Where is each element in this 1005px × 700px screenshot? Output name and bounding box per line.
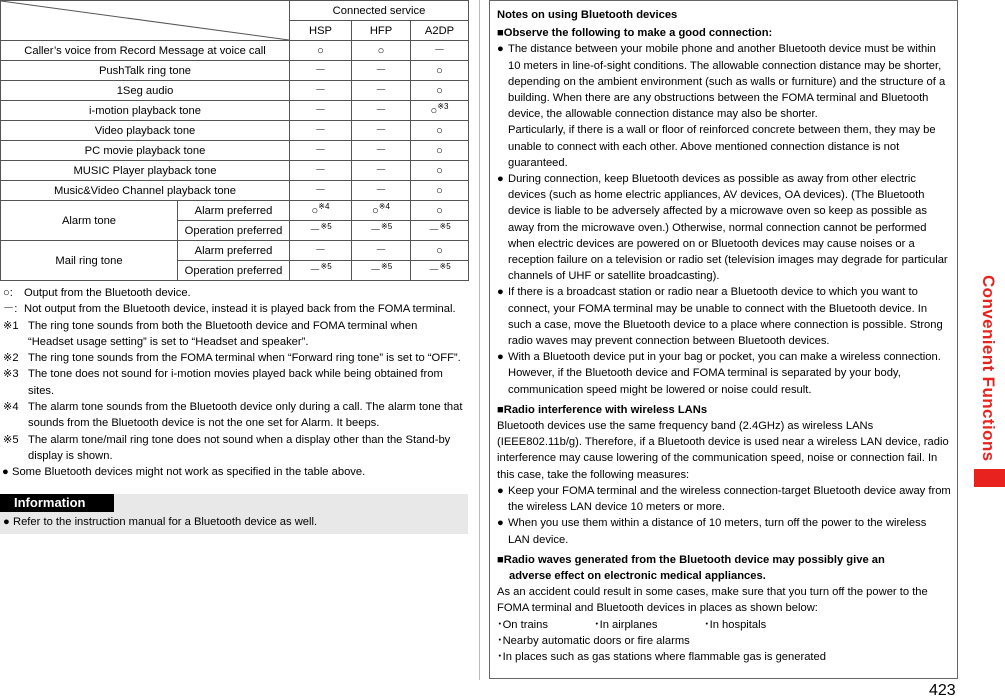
cell-hfp: － bbox=[352, 141, 411, 161]
bullet-text: With a Bluetooth device put in your bag or pocket, you can make a wireless connection. However, if the Bluetooth device and FOMA terminal is separated by your body, communication speed might be lowered or noise could result. bbox=[508, 351, 941, 396]
legend-circle bbox=[0, 285, 468, 301]
mark: － bbox=[369, 224, 382, 237]
footnote-ref: ※5 bbox=[381, 261, 393, 271]
mark: － bbox=[428, 264, 440, 277]
places-row bbox=[497, 617, 951, 633]
cell-hsp: － bbox=[290, 161, 352, 181]
information-text: Refer to the instruction manual for a Bluetooth device as well. bbox=[13, 515, 318, 528]
place-item: ･In places such as gas stations where flammable gas is generated bbox=[497, 650, 826, 663]
bullet-icon: ● bbox=[497, 43, 504, 56]
col-hsp: HSP bbox=[290, 21, 352, 41]
cell-hsp: ○ bbox=[290, 41, 352, 61]
mark: ○ bbox=[430, 104, 438, 117]
row-label: Music&Video Channel playback tone bbox=[1, 181, 290, 201]
bullet-text: When you use them within a distance of 10 meters, turn off the power to the wireless LAN device. bbox=[508, 517, 927, 546]
row-label: PC movie playback tone bbox=[1, 141, 290, 161]
mark: － bbox=[309, 264, 321, 277]
bullet-text: Particularly, if there is a wall or floor of reinforced concrete between them, they may be unable to connect with each other. Above mentioned connection distance is not guaranteed. bbox=[508, 124, 936, 169]
left-column bbox=[0, 0, 468, 534]
footnote-text: The alarm tone sounds from the Bluetooth device only during a call. The alarm tone that sounds from the Bluetooth device is not the one set for Alarm. It beeps. bbox=[28, 401, 463, 430]
footnote-ref: ※5 bbox=[320, 221, 332, 231]
table-row bbox=[1, 41, 469, 61]
table-row bbox=[1, 141, 469, 161]
legend-text: Not output from the Bluetooth device, instead it is played back from the FOMA terminal. bbox=[24, 303, 456, 316]
sub-label: Operation preferred bbox=[178, 261, 290, 281]
cell-hfp bbox=[352, 201, 411, 221]
mark: ○ bbox=[372, 204, 379, 217]
row-label: 1Seg audio bbox=[1, 81, 290, 101]
footnote-1 bbox=[0, 318, 468, 351]
footnote-ref: ※5 bbox=[439, 221, 451, 231]
bullet-icon: ● bbox=[3, 515, 10, 528]
mark: － bbox=[369, 264, 382, 277]
side-tab bbox=[974, 275, 1005, 490]
cell-a2dp: ○ bbox=[411, 201, 469, 221]
footnote-2 bbox=[0, 350, 468, 366]
bullet-item bbox=[497, 284, 951, 349]
cell-a2dp: ○ bbox=[411, 81, 469, 101]
table-row bbox=[1, 121, 469, 141]
bullet-item bbox=[497, 41, 951, 171]
section-text: As an accident could result in some cases, make sure that you turn off the power to the FOMA terminal and Bluetooth devices in places as shown below: bbox=[497, 586, 928, 615]
bullet-text: During connection, keep Bluetooth devices as possible as away from other electric devices (such as home electric appliances, AV devices, OA devices). (The Bluetooth device is liable to be adversely affected by a microwave oven so keep as possible as away from the microwave oven.) Otherwise, normal connection cannot be performed when electric devices are powered on or Bluetooth devices may cause noises or a reception failure on a television or radio set (television images may degrade for particular channels of UHF or satellite broadcasting). bbox=[508, 173, 948, 283]
connected-service-table bbox=[0, 0, 469, 281]
cell-hsp: － bbox=[290, 121, 352, 141]
note-text: Some Bluetooth devices might not work as specified in the table above. bbox=[12, 466, 366, 479]
table-row bbox=[1, 181, 469, 201]
cell-a2dp: － bbox=[411, 41, 469, 61]
note-some-devices bbox=[0, 464, 468, 480]
bullet-icon: ● bbox=[497, 173, 504, 186]
footnote-text: The ring tone sounds from both the Bluetooth device and FOMA terminal when “Headset usage setting” is set to “Headset and speaker”. bbox=[28, 319, 418, 348]
page-number: 423 bbox=[929, 682, 956, 699]
section-heading-connection: ■Observe the following to make a good connection: bbox=[497, 27, 773, 40]
cell-hsp bbox=[290, 201, 352, 221]
cell-a2dp: ○ bbox=[411, 181, 469, 201]
cell-hfp: － bbox=[352, 121, 411, 141]
footnote-ref: ※4 bbox=[378, 201, 390, 211]
notes-title: Notes on using Bluetooth devices bbox=[497, 9, 678, 21]
cell-hfp: － bbox=[352, 101, 411, 121]
bullet-item bbox=[497, 483, 951, 515]
mark: ○ bbox=[311, 204, 319, 217]
connected-service-header: Connected service bbox=[290, 1, 469, 21]
row-label-alarm: Alarm tone bbox=[1, 201, 178, 241]
legend-dash bbox=[0, 301, 468, 317]
cell-a2dp: ○ bbox=[411, 121, 469, 141]
footnote-text: The alarm tone/mail ring tone does not sound when a display other than the Stand-by display is shown. bbox=[28, 433, 451, 462]
heading-line: adverse effect on electronic medical appliances. bbox=[509, 569, 766, 582]
place-item: ･Nearby automatic doors or fire alarms bbox=[497, 634, 690, 647]
col-hfp: HFP bbox=[352, 21, 411, 41]
footnote-3 bbox=[0, 366, 468, 399]
bullet-text: If there is a broadcast station or radio near a Bluetooth device to which you want to connect, your FOMA terminal may be unable to connect with the Bluetooth device. In such a case, move the Bluetooth device to a place where connection is possible. Strong radio waves may prevent connection between Bluetooth devices. bbox=[508, 286, 943, 348]
cell-hfp bbox=[352, 261, 411, 281]
section-text: Bluetooth devices use the same frequency band (2.4GHz) as wireless LANs (IEEE802.11b/g). Therefore, if a Bluetooth device is used near a wireless LAN device, radio interference may cause lowering of the communication speed, noise or connection fail. In this case, take the following measures: bbox=[497, 420, 949, 481]
row-label-mail: Mail ring tone bbox=[1, 241, 178, 281]
footnote-ref: ※3 bbox=[437, 101, 449, 111]
cell-hsp: － bbox=[290, 81, 352, 101]
bullet-item bbox=[497, 349, 951, 398]
cell-hfp: ○ bbox=[352, 41, 411, 61]
bullet-icon: ● bbox=[2, 466, 9, 479]
heading-line: ■Radio waves generated from the Bluetooth device may possibly give an bbox=[497, 553, 885, 566]
mark: － bbox=[428, 224, 440, 237]
cell-hfp bbox=[352, 221, 411, 241]
cell-hsp: － bbox=[290, 241, 352, 261]
cell-hfp: － bbox=[352, 161, 411, 181]
cell-a2dp: ○ bbox=[411, 241, 469, 261]
cell-a2dp bbox=[411, 261, 469, 281]
footnote-text: The tone does not sound for i-motion movies played back while being obtained from sites. bbox=[28, 368, 443, 397]
cell-a2dp: ○ bbox=[411, 61, 469, 81]
place-item: ･In airplanes bbox=[594, 618, 658, 631]
footnote-5 bbox=[0, 432, 468, 465]
table-row bbox=[1, 201, 469, 221]
cell-a2dp: ○ bbox=[411, 161, 469, 181]
bullet-item bbox=[497, 171, 951, 284]
footnote-text: The ring tone sounds from the FOMA terminal when “Forward ring tone” is set to “OFF”. bbox=[28, 352, 461, 365]
bullet-text: The distance between your mobile phone and another Bluetooth device must be within 10 meters in line-of-sight conditions. The allowable connection distance may be shorter, depending on the ambient environment (such as walls or furniture) and the structure of a building. When there are any obstructions between the FOMA terminal and Bluetooth device, the allowable connection distance may also be shorter. bbox=[508, 43, 946, 121]
bullet-icon: ● bbox=[497, 286, 504, 299]
cell-hsp: － bbox=[290, 181, 352, 201]
cell-hfp: － bbox=[352, 241, 411, 261]
footnote-ref: ※5 bbox=[320, 261, 332, 271]
table-row bbox=[1, 61, 469, 81]
cell-hsp: － bbox=[290, 101, 352, 121]
footnote-ref: ※5 bbox=[381, 221, 393, 231]
cell-a2dp bbox=[411, 101, 469, 121]
sub-label: Alarm preferred bbox=[178, 241, 290, 261]
cell-hfp: － bbox=[352, 61, 411, 81]
legend-mark: ○: bbox=[3, 287, 13, 299]
footnote-mark: ※2 bbox=[3, 352, 19, 365]
mark: － bbox=[309, 224, 321, 237]
footnote-mark: ※3 bbox=[3, 368, 19, 381]
table-row bbox=[1, 101, 469, 121]
footnote-ref: ※4 bbox=[318, 201, 330, 211]
side-tab-marker bbox=[974, 469, 1005, 487]
row-label: i-motion playback tone bbox=[1, 101, 290, 121]
cell-hsp bbox=[290, 221, 352, 241]
bullet-item bbox=[497, 515, 951, 547]
section-heading-medical bbox=[497, 552, 951, 584]
table-row bbox=[1, 161, 469, 181]
notes-box bbox=[489, 0, 958, 679]
row-label: MUSIC Player playback tone bbox=[1, 161, 290, 181]
cell-hfp: － bbox=[352, 81, 411, 101]
cell-a2dp bbox=[411, 221, 469, 241]
corner-diagonal bbox=[1, 1, 289, 40]
table-legend bbox=[0, 285, 468, 481]
col-a2dp: A2DP bbox=[411, 21, 469, 41]
column-divider bbox=[479, 0, 480, 680]
row-label: Video playback tone bbox=[1, 121, 290, 141]
row-label: Caller’s voice from Record Message at voice call bbox=[1, 41, 290, 61]
sub-label: Operation preferred bbox=[178, 221, 290, 241]
cell-hfp: － bbox=[352, 181, 411, 201]
footnote-4 bbox=[0, 399, 468, 432]
bullet-icon: ● bbox=[497, 517, 504, 530]
footnote-ref: ※5 bbox=[439, 261, 451, 271]
bullet-icon: ● bbox=[497, 351, 504, 364]
side-tab-label: Convenient Functions bbox=[979, 275, 998, 462]
legend-text: Output from the Bluetooth device. bbox=[24, 287, 191, 299]
section-heading-wlan: ■Radio interference with wireless LANs bbox=[497, 403, 708, 416]
place-item: ･On trains bbox=[497, 618, 548, 631]
cell-hsp bbox=[290, 261, 352, 281]
footnote-mark: ※4 bbox=[3, 401, 19, 414]
footnote-mark: ※1 bbox=[3, 319, 19, 332]
sub-label: Alarm preferred bbox=[178, 201, 290, 221]
bullet-icon: ● bbox=[497, 484, 504, 497]
table-row bbox=[1, 241, 469, 261]
place-item: ･In hospitals bbox=[704, 618, 767, 631]
table-corner bbox=[1, 1, 290, 41]
bullet-text: Keep your FOMA terminal and the wireless connection-target Bluetooth device away from the wireless LAN device 10 meters or more. bbox=[508, 484, 951, 514]
cell-hsp: － bbox=[290, 61, 352, 81]
table-row bbox=[1, 81, 469, 101]
information-box bbox=[0, 494, 468, 534]
row-label: PushTalk ring tone bbox=[1, 61, 290, 81]
footnote-mark: ※5 bbox=[3, 433, 19, 446]
information-body bbox=[0, 512, 468, 534]
information-heading: Information bbox=[0, 494, 114, 512]
cell-a2dp: ○ bbox=[411, 141, 469, 161]
cell-hsp: － bbox=[290, 141, 352, 161]
legend-mark: －: bbox=[3, 303, 18, 316]
